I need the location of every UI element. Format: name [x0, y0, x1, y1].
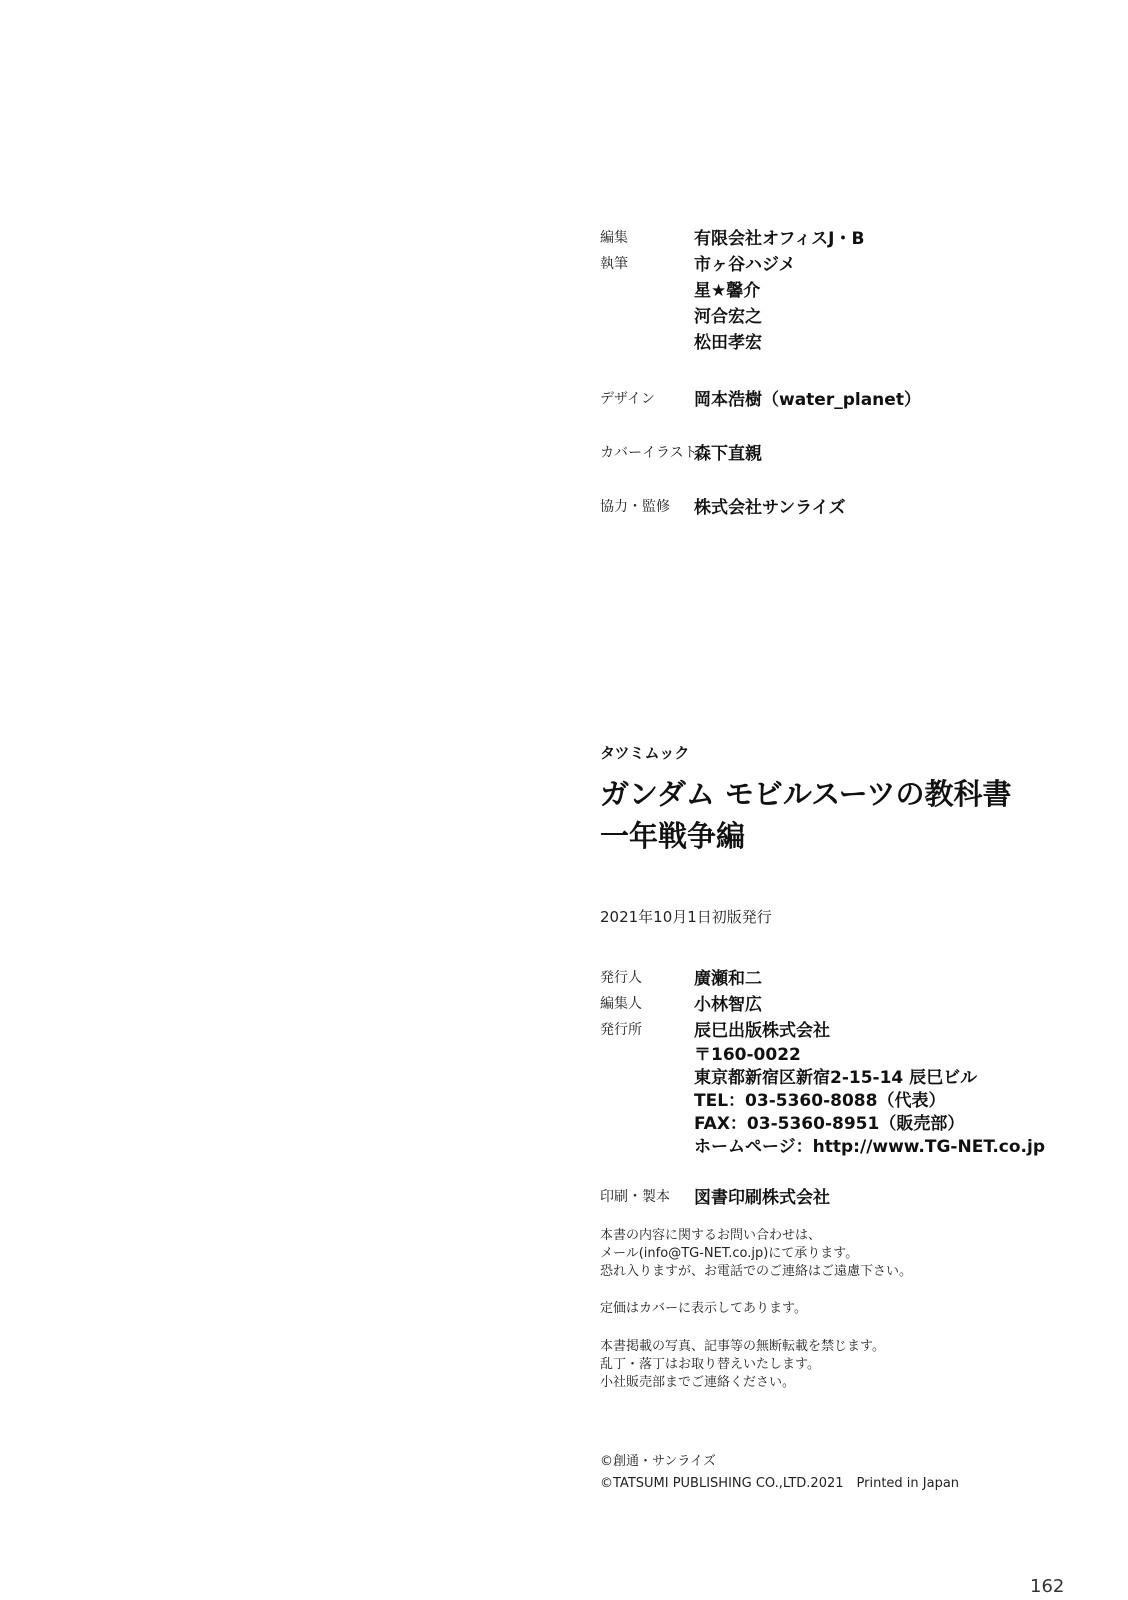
page-number: 162	[1030, 1576, 1065, 1597]
label-design: デザイン	[600, 391, 656, 407]
value-fax: FAX：03-5360-8951（販売部）	[694, 1114, 965, 1134]
value-homepage: ホームページ：http://www.TG-NET.co.jp	[694, 1137, 1046, 1157]
note-line: 小社販売部までご連絡ください。	[600, 1375, 796, 1390]
value-publishing-house: 辰巳出版株式会社	[694, 1021, 830, 1041]
value-cover-illustration: 森下直親	[694, 444, 762, 464]
label-publishing-house: 発行所	[600, 1022, 642, 1038]
value-writer-4: 松田孝宏	[694, 333, 762, 353]
note-line: 本書掲載の写真、記事等の無断転載を禁じます。	[600, 1339, 885, 1354]
note-line: メール(info@TG-NET.co.jp)にて承ります。	[600, 1246, 859, 1261]
value-design: 岡本浩樹（water_planet）	[694, 390, 921, 410]
value-writer-3: 河合宏之	[694, 307, 762, 327]
label-chief-editor: 編集人	[600, 996, 642, 1012]
note-line: 乱丁・落丁はお取り替えいたします。	[600, 1357, 820, 1372]
publication-date: 2021年10月1日初版発行	[600, 908, 772, 926]
label-publisher-person: 発行人	[600, 970, 642, 986]
value-publisher-person: 廣瀬和二	[694, 969, 762, 989]
value-cooperation: 株式会社サンライズ	[694, 498, 846, 518]
note-line: 恐れ入りますが、お電話でのご連絡はご遠慮下さい。	[600, 1264, 913, 1279]
value-address: 東京都新宿区新宿2-15-14 辰巳ビル	[694, 1068, 978, 1088]
value-editing: 有限会社オフィスJ・B	[694, 229, 865, 249]
book-title-line2: 一年戦争編	[600, 819, 746, 853]
value-writer-2: 星★馨介	[694, 281, 761, 301]
book-title-line1: ガンダム モビルスーツの教科書	[600, 777, 1012, 811]
label-cover-illustration: カバーイラスト	[600, 445, 698, 461]
value-postal-code: 〒160-0022	[694, 1045, 801, 1065]
label-cooperation: 協力・監修	[600, 499, 670, 515]
label-editing: 編集	[600, 230, 628, 246]
value-tel: TEL：03-5360-8088（代表）	[694, 1091, 946, 1111]
copyright-line-2: ©TATSUMI PUBLISHING CO.,LTD.2021 Printed in Japan	[600, 1476, 960, 1491]
value-chief-editor: 小林智広	[694, 995, 762, 1015]
label-writers: 執筆	[600, 256, 628, 272]
price-note: 定価はカバーに表示してあります。	[600, 1301, 807, 1316]
copyright-line-1: ©創通・サンライズ	[600, 1454, 716, 1469]
label-printing: 印刷・製本	[600, 1189, 670, 1205]
value-printing: 図書印刷株式会社	[694, 1188, 830, 1208]
note-line: 本書の内容に関するお問い合わせは、	[600, 1228, 822, 1243]
series-name: タツミムック	[600, 744, 690, 762]
value-writer-1: 市ヶ谷ハジメ	[694, 255, 796, 275]
